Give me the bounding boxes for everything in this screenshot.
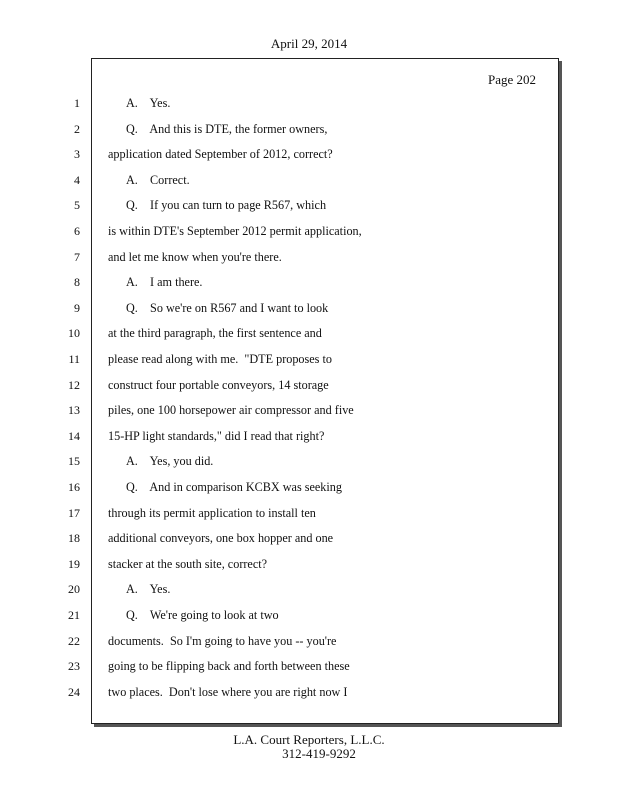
transcript-line: stacker at the south site, correct? <box>108 557 268 571</box>
transcript-line: please read along with me. "DTE proposes to <box>108 352 332 366</box>
line-number: 22 <box>68 634 80 648</box>
transcript-line: piles, one 100 horsepower air compressor and five <box>108 403 354 417</box>
line-number: 24 <box>68 685 80 699</box>
line-number: 18 <box>68 531 80 545</box>
line-number: 2 <box>74 122 80 136</box>
transcript-line: Q. We're going to look at two <box>126 608 279 622</box>
transcript-line: Q. And this is DTE, the former owners, <box>126 122 328 136</box>
transcript-line: Q. And in comparison KCBX was seeking <box>126 480 342 494</box>
line-number: 4 <box>74 173 80 187</box>
transcript-line: documents. So I'm going to have you -- you're <box>108 634 337 648</box>
line-number: 7 <box>74 250 80 264</box>
transcript-line: Q. If you can turn to page R567, which <box>126 198 327 212</box>
transcript-line: and let me know when you're there. <box>108 250 282 264</box>
transcript-line: A. I am there. <box>126 275 203 289</box>
transcript-line: through its permit application to install ten <box>108 506 316 520</box>
reporter-phone: 312-419-9292 <box>282 746 356 761</box>
line-number: 14 <box>68 429 80 443</box>
transcript-line: is within DTE's September 2012 permit application, <box>108 224 362 238</box>
line-number: 1 <box>74 96 80 110</box>
transcript-line: A. Correct. <box>126 173 190 187</box>
footer <box>0 733 618 761</box>
line-number: 20 <box>68 582 80 596</box>
transcript-date: April 29, 2014 <box>270 36 348 51</box>
line-number: 19 <box>68 557 80 571</box>
transcript-line: A. Yes. <box>126 582 171 596</box>
transcript-line: going to be flipping back and forth between these <box>108 659 350 673</box>
line-number: 13 <box>68 403 80 417</box>
line-number: 6 <box>74 224 80 238</box>
line-number: 17 <box>68 506 80 520</box>
transcript-line: application dated September of 2012, correct? <box>108 147 333 161</box>
line-number: 5 <box>74 198 80 212</box>
transcript-line: at the third paragraph, the first sentence and <box>108 326 322 340</box>
transcript-line: Q. So we're on R567 and I want to look <box>126 301 329 315</box>
transcript-line: additional conveyors, one box hopper and one <box>108 531 334 545</box>
line-number: 9 <box>74 301 80 315</box>
line-number: 11 <box>68 352 80 366</box>
line-number: 15 <box>68 454 80 468</box>
transcript-line: construct four portable conveyors, 14 storage <box>108 378 329 392</box>
line-number: 16 <box>68 480 80 494</box>
line-number: 3 <box>74 147 80 161</box>
transcript-line: A. Yes. <box>126 96 171 110</box>
transcript-line: 15-HP light standards," did I read that right? <box>108 429 325 443</box>
line-number: 10 <box>68 326 80 340</box>
reporter-company: L.A. Court Reporters, L.L.C. <box>233 732 385 747</box>
line-number: 12 <box>68 378 80 392</box>
line-number: 8 <box>74 275 80 289</box>
transcript-line: two places. Don't lose where you are right now I <box>108 685 348 699</box>
transcript-line: A. Yes, you did. <box>126 454 214 468</box>
page-number: Page 202 <box>487 72 536 87</box>
line-number: 21 <box>68 608 80 622</box>
line-number: 23 <box>68 659 80 673</box>
